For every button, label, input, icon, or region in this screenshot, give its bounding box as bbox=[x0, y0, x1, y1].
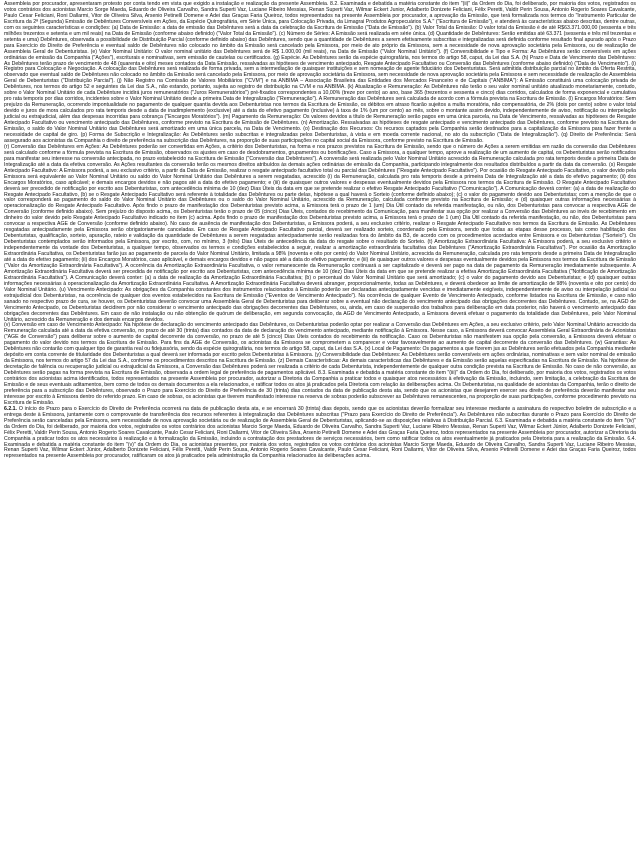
section-number: 6.2.1. bbox=[4, 405, 17, 412]
paragraph-conversion-redemption: (r) Conversão das Debêntures em Ações: As Debêntures poderão ser convertidas em Ações, a critério dos Debenturistas, na forma e nos prazos previstos na Escritura de Emissão, sendo que o número de Ações a serem emitidas em razão da conversão das Debêntures será calculado conforme a fórmula prevista na Escritura de Emissão, observados os ajustes em caso de desdobramentos, grupamentos ou bonificações. Caso a Emissora, a qualquer tempo, aprove a realização de um aumento de capital, os Debenturistas serão notificados para manifestar seu interesse na conversão antecipada, no prazo estabelecido na Escritura de Emissão ("Conversão das Debêntures"). A conversão será realizada pelo Valor Nominal Unitário acrescido da Remuneração calculada pro rata temporis desde a primeira Data de Integralização até a data da efetiva conversão. As Ações resultantes da conversão terão os mesmos direitos atribuídos às demais ações ordinárias de emissão da Companhia, participando integralmente dos resultados distribuídos a partir da data da conversão. (s) Resgate Antecipado Facultativo: A Emissora poderá, a seu exclusivo critério, a partir da Data de Emissão, realizar o resgate antecipado facultativo total ou parcial das Debêntures ("Resgate Antecipado Facultativo"). Por ocasião do Resgate Antecipado Facultativo, o valor devido pela Emissora será equivalente ao Valor Nominal Unitário ou saldo do Valor Nominal Unitário das Debêntures a serem resgatadas, acrescido (i) da Remuneração, calculada pro rata temporis desde a primeira Data de Integralização até a data do efetivo pagamento; (ii) dos Encargos Moratórios, caso aplicável; e demais encargos devidos e não pagos até a data do efetivo pagamento; e (iii) de quaisquer outros valores e despesas eventualmente devidos pela Emissora nos termos da Escritura de Emissão. O Resgate Antecipado Facultativo deverá ser precedido de notificação por escrito aos Debenturistas, com antecedência mínima de 10 (dez) Dias Úteis da data em que se pretende realizar o efetivo Resgate Antecipado Facultativo ("Comunicação"). A Comunicação deverá conter: (a) a data de realização do Resgate Antecipado Facultativo, (b) se o Resgate Antecipado Facultativo será referente à totalidade das Debêntures ou parte delas, hipótese a qual haverá o Sorteio (conforme definido abaixo); (c) o valor do pagamento devido aos Debenturistas; com a menção de que o valor corresponderá ao pagamento do saldo do Valor Nominal Unitário das Debêntures ou o saldo do Valor Nominal Unitário, acrescido da Remuneração, calculada conforme previsto na Escritura de Emissão; e (d) quaisquer outras informações necessárias à operacionalização do Resgate Antecipado Facultativo. Após findo o prazo de manifestação dos Debenturistas previsto acima, a Emissora terá o prazo de 1 (um) Dia Útil contado da referida manifestação, ou não, dos Debenturistas para convocar a respectiva AGE de Conversão (conforme definido abaixo). Sem prejuízo do disposto acima, os Debenturistas terão o prazo de 05 (cinco) Dias Úteis, contados do recebimento da Comunicação, para manifestar sua opção por realizar a Conversão das Debêntures ao invés de recebimento em dinheiro do valor devido pelo Resgate Antecipado Facultativo indicado no item (c) acima. Após findo o prazo de manifestação dos Debenturistas previsto acima, a Emissora terá o prazo de 1 (um) Dia Útil contado da referida manifestação, ou não, dos Debenturistas para convocar a respectiva AGE de Conversão (conforme definido abaixo). No caso de ausência de manifestação dos Debenturistas, a Emissora poderá, a seu exclusivo critério, realizar o Resgate Antecipado Facultativo nos termos da Escritura de Emissão. As Debêntures resgatadas antecipadamente pela Emissora serão obrigatoriamente canceladas. Em caso de Resgate Antecipado Facultativo parcial, deverá ser realizado sorteio, coordenado pela Emissora, sendo que todas as etapas desse processo, tais como habilitação dos Debenturistas, qualificação, sorteio, apuração, rateio e validação da quantidade de Debêntures a serem resgatadas antecipadamente serão realizadas fora do âmbito da B3, de acordo com os procedimentos acordados entre Emissora e os Debenturistas ("Sorteio"). Os Debenturistas contemplados serão informados pela Emissora, por escrito, com, no mínimo, 3 (três) Dias Úteis de antecedência da data do resgate sobre o resultado do Sorteio. (t) Amortização Extraordinária Facultativa: A Emissora poderá, a seu exclusivo critério e independentemente da vontade dos Debenturistas, a qualquer tempo, observados os termos e condições estabelecidos a seguir, realizar a amortização extraordinária facultativa das Debêntures ("Amortização Extraordinária Facultativa"). Por ocasião da Amortização Extraordinária Facultativa, os Debenturistas farão jus ao pagamento de parcela do Valor Nominal Unitário, limitada a 98% (noventa e oito por cento) do Valor Nominal Unitário, acrescida da Remuneração, calculada pro rata temporis desde a primeira Data de Integralização até a data do efetivo pagamento; (ii) dos Encargos Moratórios, caso aplicável, e demais encargos devidos e não pagos até a data do efetivo pagamento; e (iii) de quaisquer outros valores e despesas eventualmente devidos pela Emissora nos termos da Escritura de Emissão ("Valor da Amortização Extraordinária Facultativa"). A ocorrência da Amortização Extraordinária Facultativa, o valor remanescente da Remuneração continuará a ser capitalizado e deverá ser pago na data de pagamento da Remuneração imediatamente subsequente. A Amortização Extraordinária Facultativa deverá ser precedida de notificação por escrito aos Debenturistas, com antecedência mínima de 10 (dez) Dias Úteis da data em que se pretende realizar a efetiva Amortização Extraordinária Facultativa ("Notificação de Amortização Extraordinária Facultativa"). A Comunicação deverá conter: (a) a data de realização da Amortização Extraordinária Facultativa; (b) o percentual do Valor Nominal Unitário que será amortizado; (c) o valor do pagamento devido aos Debenturistas; e (d) quaisquer outras informações necessárias à operacionalização da Amortização Extraordinária Facultativa. A Amortização Extraordinária Facultativa deverá abranger, proporcionalmente, todas as Debêntures, e deverá obedecer ao limite de amortização de 98% (noventa e oito por cento) do Valor Nominal Unitário. (u) Vencimento Antecipado: As obrigações da Companhia constantes dos instrumentos relacionados à Emissão poderão ser declaradas antecipadamente vencidas e imediatamente exigíveis, independentemente de aviso ou interpelação judicial ou extrajudicial dos Debenturistas, na ocorrência de qualquer dos eventos estabelecidos na Escritura de Emissão ("Eventos de Vencimento Antecipado"). Na ocorrência de qualquer Evento de Vencimento Antecipado, conforme listados na Escritura de Emissão, e caso não sanado no respectivo prazo de cura, se houver, os Debenturistas deverão convocar uma Assembleia Geral de Debenturistas para deliberar sobre a eventual não declaração do vencimento antecipado das obrigações decorrentes das Debêntures. Contudo, se, na AGD de Vencimento Antecipado, os Debenturistas decidirem por não considerar o vencimento antecipado das obrigações decorrentes das Debêntures, ou, ainda, em caso de suspensão dos trabalhos para deliberação em data posterior, não haverá o vencimento antecipado das obrigações decorrentes das Debêntures. Em caso de não instalação ou não obtenção de quórum de deliberação, em segunda convocação, da AGD de Vencimento Antecipado, a Emissora deverá efetuar o pagamento da totalidade das Debêntures, pelo Valor Nominal Unitário, acrescido da Remuneração e dos demais encargos devidos. bbox=[4, 143, 636, 323]
section-body: O início do Prazo para o Exercício do Direito de Preferência ocorrerá na data de publicação desta ata, e se encerrará 30 (trinta) dias depois, sendo que os acionistas deverão formalizar seu interesse mediante a assinatura do respectivo boletim de subscrição e a entrega deste à Emissora, juntamente com o comprovante de transferência dos recursos referentes à integralização das Debêntures subscritas ("Prazo para Exercício do Direito de Preferência"). As Debêntures não subscritas durante o Prazo para Exercício do Direito de Preferência serão canceladas pela Emissora, sem necessidade de nova aprovação societária ou de realização de Assembleia Geral de Debenturistas, aplicando-se as disposições relativas à Distribuição Parcial. 6.3. Examinada e debatida a matéria constante do item "(iv)" da Ordem do Dia, foi deliberado, por maioria dos votos, registrados os votos contrários dos acionistas Marcio Sorge Maeda, Eduardo de Oliveira Carvalho, Sandra Superti Vaz, Luciane Ribeiro Messias, Renan Superti Vaz, Wilmar Eckert Júnior, Adalberto Donizete Feliciani, Félix Peretti, Valdir Perin Sousa, Antonio Rogerio Soares Cavalcante, Paulo Cesar Feliciani, Roni Dallarmi, Vitor de Oliveira Silva, Arsenio Petinelli Domene e Adei das Graças Faria Queiroz, todos representados na presente Assembleia por procurador, autorizar a Diretoria da Companhia a praticar todos os atos necessários à realização e à formalização da Emissão, incluindo a contratação dos prestadores de serviços necessários, bem como ratificar todos os atos eventualmente já praticados pela Diretoria para a realização da Emissão. 6.4. Examinada e debatida a matéria constante do item "(v)" da Ordem do Dia, os acionistas presentes, por maioria dos votos, registrados os votos contrários dos acionistas Marcio Sorge Maeda, Eduardo de Oliveira Carvalho, Sandra Superti Vaz, Luciane Ribeiro Messias, Renan Superti Vaz, Wilmar Eckert Júnior, Adalberto Donizete Feliciani, Félix Peretti, Valdir Perin Sousa, Antonio Rogerio Soares Cavalcante, Paulo Cesar Feliciani, Roni Dallarmi, Vitor de Oliveira Silva, Arsenio Petinelli Domene e Adei das Graças Faria Queiroz, todos representados na presente Assembleia por procurador, ratificaram os atos já praticados pela administração da Companhia relacionados às deliberações acima. bbox=[4, 405, 636, 460]
paragraph-maturity-deliberations: (v) Conversão em caso de Vencimento Antecipado: Na hipótese de declaração do vencimento antecipado das Debêntures, os Debenturistas poderão optar por realizar a Conversão das Debêntures em Ações, a seu exclusivo critério, pelo Valor Nominal Unitário acrescido da Remuneração calculada até a data da efetiva conversão, no prazo de até 30 (trinta) dias contados da data de declaração do vencimento antecipado, mediante notificação à Emissora. Nesse caso, a Emissora deverá convocar Assembleia Geral Extraordinária de Acionistas ("AGE de Conversão") para deliberar sobre o aumento de capital decorrente da conversão, no prazo de até 5 (cinco) Dias Úteis contados do recebimento da notificação. Caso os Debenturistas não manifestem sua opção pela conversão, a Emissora deverá efetuar o pagamento do valor devido nos termos da Escritura de Emissão. Para fins da AGE de Conversão, os acionistas da Emissora se comprometem a comparecer e votar favoravelmente ao aumento de capital decorrente da conversão das Debêntures. (w) Garantias: As Debêntures não contarão com qualquer tipo de garantia real ou fidejussória, sendo da espécie quirografária, nos termos do artigo 58, caput, da Lei das S.A. (x) Local de Pagamento: Os pagamentos a que fizerem jus as Debêntures serão efetuados pela Companhia mediante depósito em conta corrente de titularidade dos Debenturistas a qual deverá ser informada por escrito pelos Debenturistas à Emissora. (y) Conversibilidade das Debêntures: As Debêntures serão conversíveis em ações ordinárias, nominativas e sem valor nominal de emissão da Emissora, nos termos do artigo 57 da Lei das S.A., conforme os procedimentos descritos na Escritura de Emissão. (z) Demais Características: As demais características das Debêntures e da Emissão serão aquelas especificadas na Escritura de Emissão. Na hipótese de decretação de falência ou recuperação judicial ou extrajudicial da Emissora, a Conversão das Debêntures poderá ser realizada a critério de cada Debenturista, independentemente de qualquer outra condição prevista na Escritura de Emissão. No caso de não conversão, as Debêntures serão pagas na forma prevista na Escritura de Emissão, observada a ordem legal de preferência de pagamentos aplicável. 8.3. Examinada e debatida a matéria constante do item "(iii)" da Ordem do Dia, foi deliberado, por maioria dos votos, registrados os votos contrários dos acionistas acima identificados, todos representados na presente Assembleia por procurador, autorizar a Diretoria da Companhia a praticar todos e quaisquer atos necessários à efetivação da Emissão, incluindo, sem limitação, a celebração da Escritura de Emissão e de seus eventuais aditamentos, bem como de todos os demais documentos a ela relacionados, e ratificar todos os atos já praticados pela Diretoria com relação às deliberações acima. Os Debenturistas, na qualidade de acionistas da Companhia, terão o direito de preferência para a subscrição das Debêntures, observado o Prazo para Exercício do Direito de Preferência de 30 (trinta) dias contados da data de publicação desta ata, sendo que os acionistas que desejarem exercer seu direito de preferência deverão manifestar seu interesse por escrito à Emissora dentro do referido prazo. Em caso de sobras, os acionistas que tiverem manifestado interesse na reserva de sobras poderão subscrever as Debêntures remanescentes, na proporção de suas participações, conforme procedimento previsto na Escritura de Emissão. bbox=[4, 322, 636, 406]
paragraph-emission-terms: Assembleia por procurador, apresentaram protesto por conta tendo em vista que exigido a instalação e realização da presente Assembleia. 8.2. Examinada e debatida a matéria constante do item "(ii)" da Ordem do Dia, foi deliberado, por maioria dos votos, registrados os votos contrários dos acionistas Marcio Sorge Maeda, Eduardo de Oliveira Carvalho, Sandra Superti Vaz, Luciane Ribeiro Messias, Renan Superti Vaz, Wilmar Eckert Junior, Adalberto Donizete Feliciani, Félix Peretti, Valdir Perin Sousa, Antonio Rogerio Soares Cavalcante, Paulo Cesar Feliciani, Roni Dallarmi, Vitor de Oliveira Silva, Arsenio Petinelli Domene e Adei das Graças Faria Queiroz, todos representados na presente Assembleia por procurador, a aprovação da Emissão, que terá formalizada nos termos do "Instrumento Particular de Escritura da 2ª (Segunda) Emissão de Debêntures Conversíveis em Ações, da Espécie Quirografária, em Série Única, para Colocação Privada, da Limagrai Produtos Agropecuários S.A." ("Escritura de Emissão"), e atenderá às características abaixo descritas, dentre outras, com os seguintes características e condições: (a) Data de Emissão: a data de emissão das Debêntures será a data da celebração da Escritura de Emissão ("Data de Emissão"). (b) Valor Total da Emissão: O valor total da Emissão é de até R$63.371.000,00 (sessenta e três milhões trezentos e setenta e um mil reais) na Data de Emissão (conforme abaixo definido) ("Valor Total da Emissão"). (c) Número de Séries: A Emissão será realizada em série única. (d) Quantidade de Debêntures: Serão emitidas até 63.371 (sessenta e três mil trezentas e setenta e uma) Debêntures, observada a possibilidade de Distribuição Parcial (conforme definido abaixo) das Debêntures, sendo que a quantidade de Debêntures a serem efetivamente subscritas e integralizadas será definida conforme resultado final apurado após o Prazo para Exercício do Direito de Preferência e eventual saldo de Debêntures não colocado no âmbito da Emissão será cancelado pela Emissora, por meio de ato próprio da Emissora, sem a necessidade de nova aprovação societária pela Emissora, ou de realização de Assembleia Geral de Debenturistas. (e) Valor Nominal Unitário: O valor nominal unitário das Debêntures será de R$ 1.000,00 (mil reais), na Data de Emissão ("Valor Nominal Unitário"). (f) Conversibilidade e Tipo e Forma: As Debêntures serão conversíveis em ações ordinárias de emissão da Companhia ("Ações"), escriturais e nominativas, sem emissão de cautelas ou certificados. (g) Espécie. As Debêntures serão da espécie quirografária, nos termos do artigo 58, caput, da Lei das S.A. (h) Prazo e Data de Vencimento das Debêntures: As Debêntures terão prazo de vencimento de 48 (quarenta e oito) meses contados da Data Emissão, ressalvadas as hipóteses de vencimento antecipado, Resgate Antecipado Facultativo ou Conversão das Debêntures (conforme abaixo definido) ("Data de Vencimento"). (i) Registro para Colocação e Negociação. A colocação das Debêntures será realizada de forma privada, sem a intermediação de quaisquer instituições e sem nomeação de agente fiduciário dos Debenturistas. Será admitida distribuição parcial no âmbito da Oferta Restrita, observado que eventual saldo de Debêntures não colocado no âmbito da Emissão será cancelado pela Emissora, por meio de aprovação societária da Emissora, sem necessidade de nova aprovação societária pela Emissora e sem necessidade de realização de Assembleia Geral de Debenturistas ("Distribuição Parcial"). (j) Não Registro na Comissão de Valores Mobiliários ("CVM") e na ANBIMA – Associação Brasileira das Entidades dos Mercados Financeiro e de Capitais ("ANBIMA"): A Emissão constituirá uma colocação privada de Debêntures, nos termos do artigo 52 e seguintes da Lei das S.A., não estando, portanto, sujeita ao registro de distribuição na CVM e na ANBIMA. (k) Atualização e Remuneração: As Debêntures não terão o seu valor nominal unitário atualizado monetariamente, contudo, sobre o Valor Nominal Unitário de cada Debênture incidirá juros remuneratórios ("Juros Remuneratórios") pré-fixados correspondentes a 10,00% (treze por cento) ao ano, base 365 (trezentos e sessenta e cinco) dias corridos, calculados de forma exponencial e cumulativa pro rata temporis por dias corridos, incidentes sobre o Valor Nominal Unitário desde a primeira Data de Integralização ("Remuneração"). A Remuneração das Debêntures será calculada de acordo com a fórmula prevista na Escritura de Emissão. (l) Encargos Moratórios: Sem prejuízo da Remuneração, ocorrendo impontualidade no pagamento de qualquer quantia devida aos Debenturistas nos termos da Escritura de Emissão, os débitos em atraso ficarão sujeitos a multa moratória, não compensatória, de 2% (dois por cento) sobre o valor total devido e juros de mora calculados pro rata temporis desde a data de inadimplemento (exclusive) até a data do efetivo pagamento (inclusive) à taxa de 1% (um por cento) ao mês, sobre o montante assim devido, independentemente de aviso, notificação ou interpelação judicial ou extrajudicial, além das despesas incorridas para cobrança ("Encargos Moratórios"). (m) Pagamento da Remuneração: Os valores devidos a título de Remuneração serão pagos em uma única parcela, na Data de Vencimento, ressalvadas as hipóteses de Resgate Antecipado Facultativo ou vencimento antecipado das Debêntures, conforme previsto na Escritura de Emissão de Debêntures. (n) Amortização. Ressalvadas as hipóteses de resgate antecipado e vencimento antecipado das Debêntures, conforme previsto na Escritura de Emissão, o saldo do Valor Nominal Unitário das Debêntures será amortizado em uma única parcela, na Data de Vencimento. (o) Destinação dos Recursos: Os recursos captados pela Companhia serão destinados para a capitalização da Emissora para fazer frente a necessidade de capital de giro. (p) Forma de Subscrição e Integralização: As Debêntures serão subscritas e integralizadas pelos Debenturistas, à vista e em moeda corrente nacional, no ato da subscrição ("Data de Integralização"). (q) Direito de Preferência: Será assegurado aos acionistas da Companhia o direito de preferência na subscrição das Debêntures, na proporção de suas participações no capital social da Emissora, conforme previsto na Escritura de Emissão. bbox=[4, 1, 636, 144]
paragraph-preemptive-right bbox=[4, 407, 636, 461]
